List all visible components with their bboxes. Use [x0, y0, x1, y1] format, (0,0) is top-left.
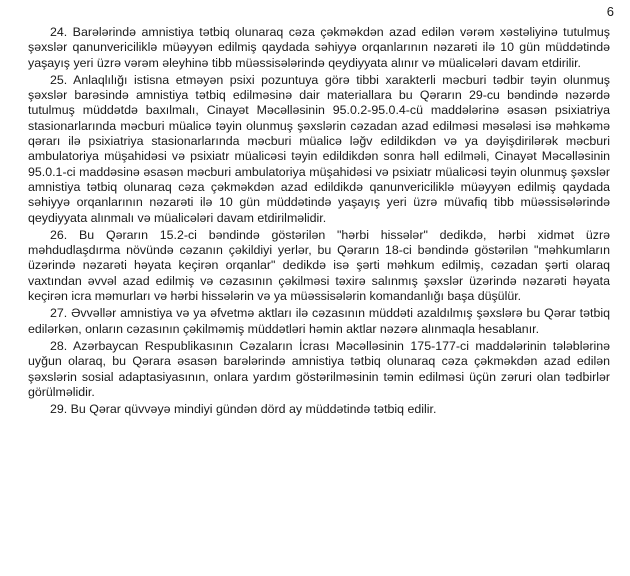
paragraph-25: 25. Anlaqlılığı istisna etməyən psixi pozuntuya görə tibbi xarakterli məcburi tədbir təyin olunmuş şəxslər barəsində amnistiya tətbiq edilməsinə dair materiallara bu Qərarın 29-cu bəndində nəzərdə tutulmuş müddətdə baxılmalı, Cinayət Məcəlləsinin 95.0.2-95.0.4-cü maddələrinə əsasən psixiatriya stasionarlarında məcburi müalicə təyin olunmuş şəxslərin cəzadan azad edilməsi məsələsi isə məhkəmə qərarı ilə psixiatriya stasionarlarında məcburi müalicə ləğv edildikdən və ya dəyişdirilərək məcburi ambulatoriya müşahidəsi və psixiatr müalicəsi təyin edildikdən sonra həll edilməli, Cinayət Məcəlləsinin 95.0.1-ci maddəsinə əsasən məcburi ambulatoriya müşahidəsi və psixiatr müalicəsi təyin olunmuş şəxslər amnistiya tətbiq olunaraq cəza çəkməkdən azad edildikdə qanunvericiliklə müəyyən edilmiş qaydada səhiyyə orqanlarının nəzarəti ilə 10 gün müddətində yaşayış yeri üzrə müvafiq tibb müəssisələrində qeydiyyata alınmalı və müalicələri davam etdirilməlidir.: [28, 72, 610, 225]
paragraph-28: 28. Azərbaycan Respublikasının Cəzaların İcrası Məcəlləsinin 175-177-ci maddələrinin tələblərinə uyğun olaraq, bu Qərara əsasən barələrində amnistiya tətbiq olunaraq cəza çəkməkdən azad edilən şəxslərin sosial adaptasiyasının, onlara yardım göstərilməsinin təmin edilməsi üçün zəruri olan tədbirlər görülməlidir.: [28, 338, 610, 399]
paragraph-27: 27. Əvvəllər amnistiya və ya əfvetmə aktları ilə cəzasının müddəti azaldılmış şəxslərə bu Qərar tətbiq edilərkən, onların cəzasının çəkilməmiş müddətləri həmin aktlar nəzərə alınmaqla hesablanır.: [28, 306, 610, 336]
page-number: 6: [606, 4, 614, 19]
paragraph-29: 29. Bu Qərar qüvvəyə mindiyi gündən dörd ay müddətində tətbiq edilir.: [50, 402, 437, 417]
paragraph-26: 26. Bu Qərarın 15.2-ci bəndində göstərilən "hərbi hissələr" dedikdə, hərbi xidmət üzrə məhdudlaşdırma növündə cəzanın çəkildiyi yerlər, bu Qərarın 18-ci bəndində göstərilən "məhkumların üzərində nəzarəti həyata keçirən orqanlar" dedikdə isə şərti məhkum edilmiş, cəzadan şərti olaraq vaxtından əvvəl azad edilmiş və cəzasının çəkilməsi təxirə salınmış şəxslər üzərində nəzarəti həyata keçirən icra məmurları və hərbi hissələrin və ya müəssisələrin komandanlığı başa düşülür.: [28, 227, 610, 304]
document-body: [28, 25, 610, 419]
paragraph-24: 24. Barələrində amnistiya tətbiq olunaraq cəza çəkməkdən azad edilən vərəm xəstəliyinə tutulmuş şəxslər qanunvericiliklə müəyyən edilmiş qaydada səhiyyə orqanlarının nəzarəti ilə 10 gün müddətində yaşayış yeri üzrə vərəm əleyhinə tibb müəssisələrində qeydiyyata alınır və müalicələri davam etdirilir.: [28, 25, 610, 70]
